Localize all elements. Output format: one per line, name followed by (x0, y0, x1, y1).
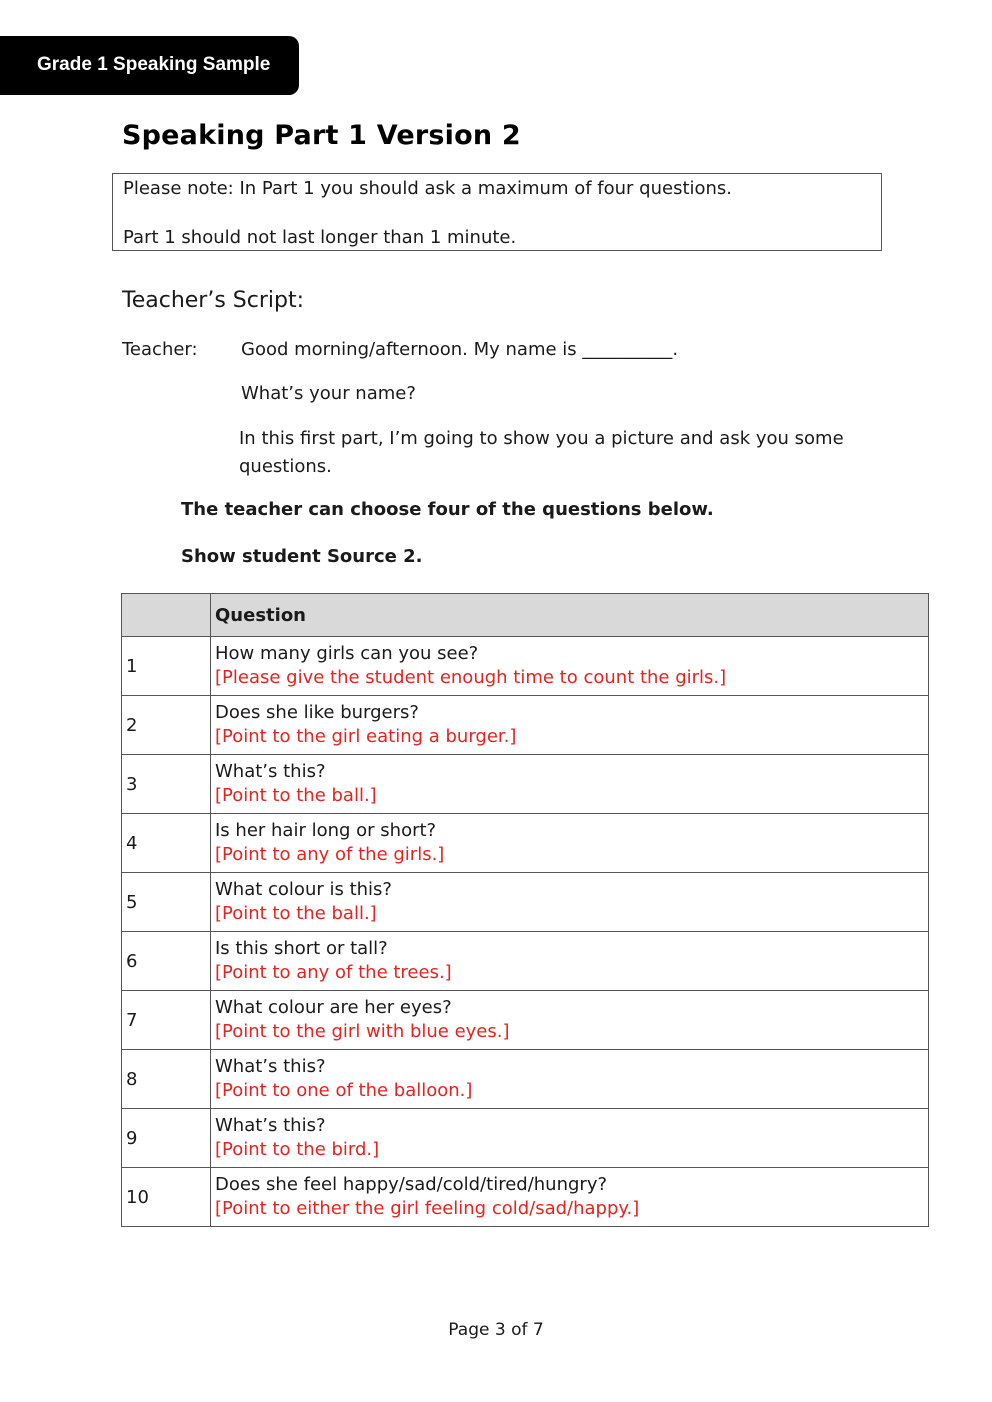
question-text: How many girls can you see? (215, 643, 479, 664)
question-text: Does she like burgers? (215, 702, 419, 723)
question-text: Does she feel happy/sad/cold/tired/hungry? (215, 1174, 608, 1195)
row-number: 8 (122, 1050, 211, 1109)
script-name-question: What’s your name? (241, 383, 416, 404)
question-text: Is this short or tall? (215, 938, 388, 959)
question-text: What colour are her eyes? (215, 997, 452, 1018)
row-question-cell (211, 637, 929, 696)
row-question-cell (211, 932, 929, 991)
table-row (122, 755, 929, 814)
row-number: 2 (122, 696, 211, 755)
row-question-cell (211, 755, 929, 814)
row-question-cell (211, 814, 929, 873)
question-note: [Point to any of the girls.] (215, 844, 445, 865)
question-note: [Point to the bird.] (215, 1139, 380, 1160)
header-number (122, 594, 211, 637)
header-question: Question (211, 594, 929, 637)
row-number: 10 (122, 1168, 211, 1227)
question-text: What colour is this? (215, 879, 392, 900)
script-intro: In this first part, I’m going to show you a picture and ask you some questions. (239, 428, 844, 477)
row-question-cell (211, 991, 929, 1050)
section-tab (0, 36, 299, 95)
note-box (112, 173, 882, 251)
question-text: What’s this? (215, 1056, 326, 1077)
page-number: Page 3 of 7 (448, 1320, 544, 1340)
row-number: 4 (122, 814, 211, 873)
script-heading: Teacher’s Script: (122, 288, 305, 313)
note-line-duration: Part 1 should not last longer than 1 minute. (123, 227, 517, 248)
row-number: 3 (122, 755, 211, 814)
table-header-row (122, 594, 929, 637)
table-row (122, 814, 929, 873)
row-question-cell (211, 1109, 929, 1168)
table-row (122, 1050, 929, 1109)
table-row (122, 932, 929, 991)
row-question-cell (211, 696, 929, 755)
question-text: What’s this? (215, 761, 326, 782)
table-row (122, 991, 929, 1050)
question-note: [Point to the girl eating a burger.] (215, 726, 517, 747)
instruction-choose: The teacher can choose four of the questions below. (181, 499, 714, 520)
row-question-cell (211, 1168, 929, 1227)
table-row (122, 637, 929, 696)
script-greeting: Good morning/afternoon. My name is __________. (241, 339, 679, 360)
table-row (122, 1168, 929, 1227)
row-number: 7 (122, 991, 211, 1050)
section-tab-label: Grade 1 Speaking Sample (37, 54, 271, 75)
script-speaker: Teacher: (122, 339, 198, 360)
question-note: [Point to the ball.] (215, 785, 377, 806)
question-note: [Point to either the girl feeling cold/sad/happy.] (215, 1198, 640, 1219)
question-note: [Please give the student enough time to count the girls.] (215, 667, 727, 688)
row-number: 9 (122, 1109, 211, 1168)
table-row (122, 696, 929, 755)
question-text: Is her hair long or short? (215, 820, 437, 841)
row-number: 1 (122, 637, 211, 696)
page-title: Speaking Part 1 Version 2 (122, 120, 521, 151)
question-note: [Point to the girl with blue eyes.] (215, 1021, 510, 1042)
note-line-max-questions: Please note: In Part 1 you should ask a maximum of four questions. (123, 178, 733, 199)
question-note: [Point to the ball.] (215, 903, 377, 924)
question-text: What’s this? (215, 1115, 326, 1136)
row-number: 6 (122, 932, 211, 991)
row-number: 5 (122, 873, 211, 932)
questions-table (121, 593, 929, 1227)
table-row (122, 873, 929, 932)
question-note: [Point to any of the trees.] (215, 962, 452, 983)
row-question-cell (211, 1050, 929, 1109)
question-note: [Point to one of the balloon.] (215, 1080, 473, 1101)
instruction-show-source: Show student Source 2. (181, 546, 423, 567)
table-row (122, 1109, 929, 1168)
row-question-cell (211, 873, 929, 932)
